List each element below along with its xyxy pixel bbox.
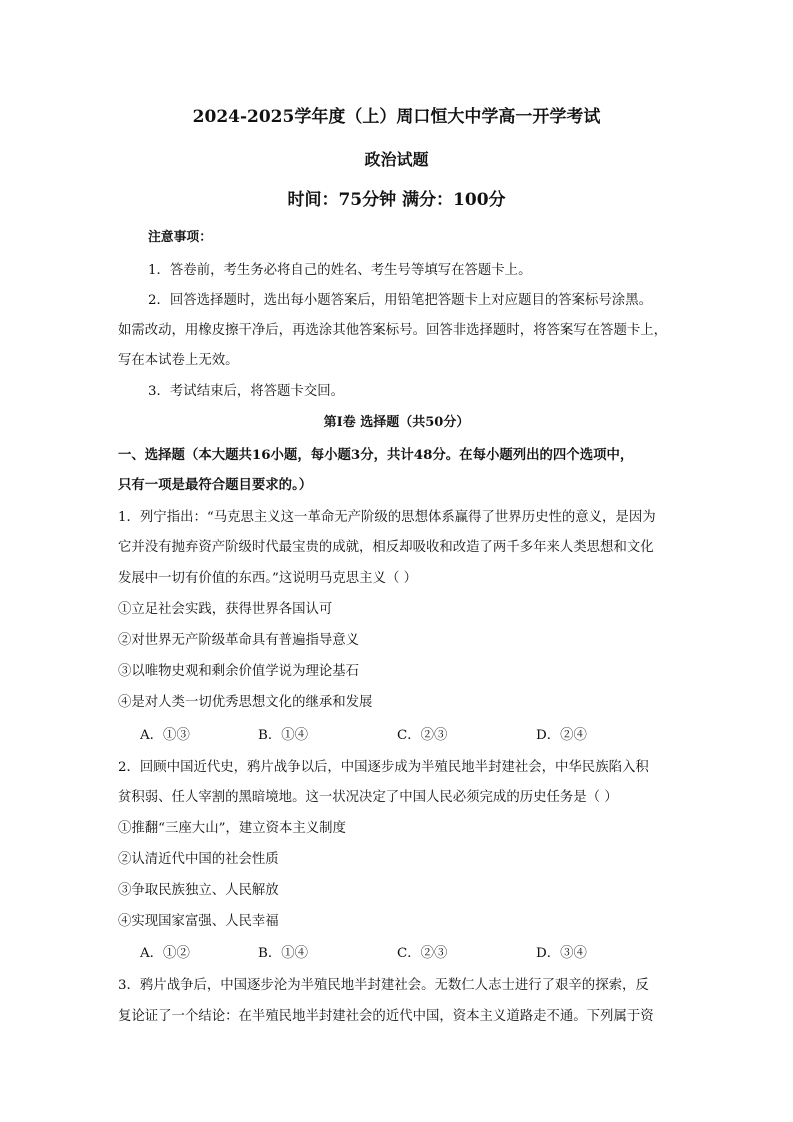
section-title: 第Ⅰ卷 选择题（共50分） bbox=[323, 415, 470, 430]
notice-item: 3．考试结束后，将答题卡交回。 bbox=[148, 384, 344, 399]
section-instructions: 只有一项是最符合题目要求的。） bbox=[118, 477, 313, 493]
question-2-statement: ②认清近代中国的社会性质 bbox=[118, 852, 279, 867]
option-d[interactable]: D．②④ bbox=[536, 728, 587, 743]
question-2-statement: ④实现国家富强、人民幸福 bbox=[118, 914, 279, 929]
question-1-stem: 发展中一切有价值的东西。”这说明马克思主义（ ） bbox=[118, 571, 417, 586]
notice-heading: 注意事项： bbox=[148, 230, 212, 245]
option-d[interactable]: D．③④ bbox=[536, 946, 587, 961]
option-b[interactable]: B．①④ bbox=[258, 946, 309, 961]
question-3-stem: 3．鸦片战争后，中国逐步沦为半殖民地半封建社会。无数仁人志士进行了艰辛的探索，反 bbox=[118, 978, 649, 993]
question-2-statement: ③争取民族独立、人民解放 bbox=[118, 883, 279, 898]
option-c[interactable]: C．②③ bbox=[397, 946, 448, 961]
question-1-statement: ③以唯物史观和剩余价值学说为理论基石 bbox=[118, 664, 360, 679]
notice-item-cont: 如需改动，用橡皮擦干净后，再选涂其他答案标号。回答非选择题时，将答案写在答题卡上， bbox=[118, 323, 668, 338]
question-1-stem: 1．列宁指出：“马克思主义这一革命无产阶级的思想体系赢得了世界历史性的意义，是因为 bbox=[118, 510, 656, 525]
option-a[interactable]: A．①② bbox=[140, 946, 190, 961]
notice-item: 1．答卷前，考生务必将自己的姓名、考生号等填写在答题卡上。 bbox=[148, 263, 532, 278]
question-1-statement: ①立足社会实践，获得世界各国认可 bbox=[118, 602, 333, 617]
question-2-stem: 贫积弱、任人宰割的黑暗境地。这一状况决定了中国人民必须完成的历史任务是（ ） bbox=[118, 790, 618, 805]
question-1-statement: ②对世界无产阶级革命具有普遍指导意义 bbox=[118, 633, 360, 648]
question-2-stem: 2．回顾中国近代史，鸦片战争以后，中国逐步成为半殖民地半封建社会，中华民族陷入积 bbox=[118, 760, 649, 775]
question-3-stem: 复论证了一个结论：在半殖民地半封建社会的近代中国，资本主义道路走不通。下列属于资 bbox=[118, 1009, 654, 1024]
question-1-statement: ④是对人类一切优秀思想文化的继承和发展 bbox=[118, 695, 373, 710]
option-c[interactable]: C．②③ bbox=[397, 728, 448, 743]
question-2-statement: ①推翻“三座大山”，建立资本主义制度 bbox=[118, 821, 346, 836]
notice-item: 2．回答选择题时，选出每小题答案后，用铅笔把答题卡上对应题目的答案标号涂黑。 bbox=[148, 293, 652, 308]
question-1-stem: 它并没有抛弃资产阶级时代最宝贵的成就，相反却吸收和改造了两千多年来人类思想和文化 bbox=[118, 540, 654, 555]
section-instructions: 一、选择题（本大题共16小题，每小题3分，共计48分。在每小题列出的四个选项中， bbox=[118, 447, 634, 463]
exam-title: 2024-2025学年度（上）周口恒大中学高一开学考试 bbox=[192, 107, 601, 127]
option-b[interactable]: B．①④ bbox=[258, 728, 309, 743]
subject-title: 政治试题 bbox=[364, 150, 429, 169]
time-score-line: 时间：75分钟 满分：100分 bbox=[287, 190, 506, 210]
option-a[interactable]: A．①③ bbox=[140, 728, 190, 743]
notice-item-cont: 写在本试卷上无效。 bbox=[118, 353, 239, 368]
